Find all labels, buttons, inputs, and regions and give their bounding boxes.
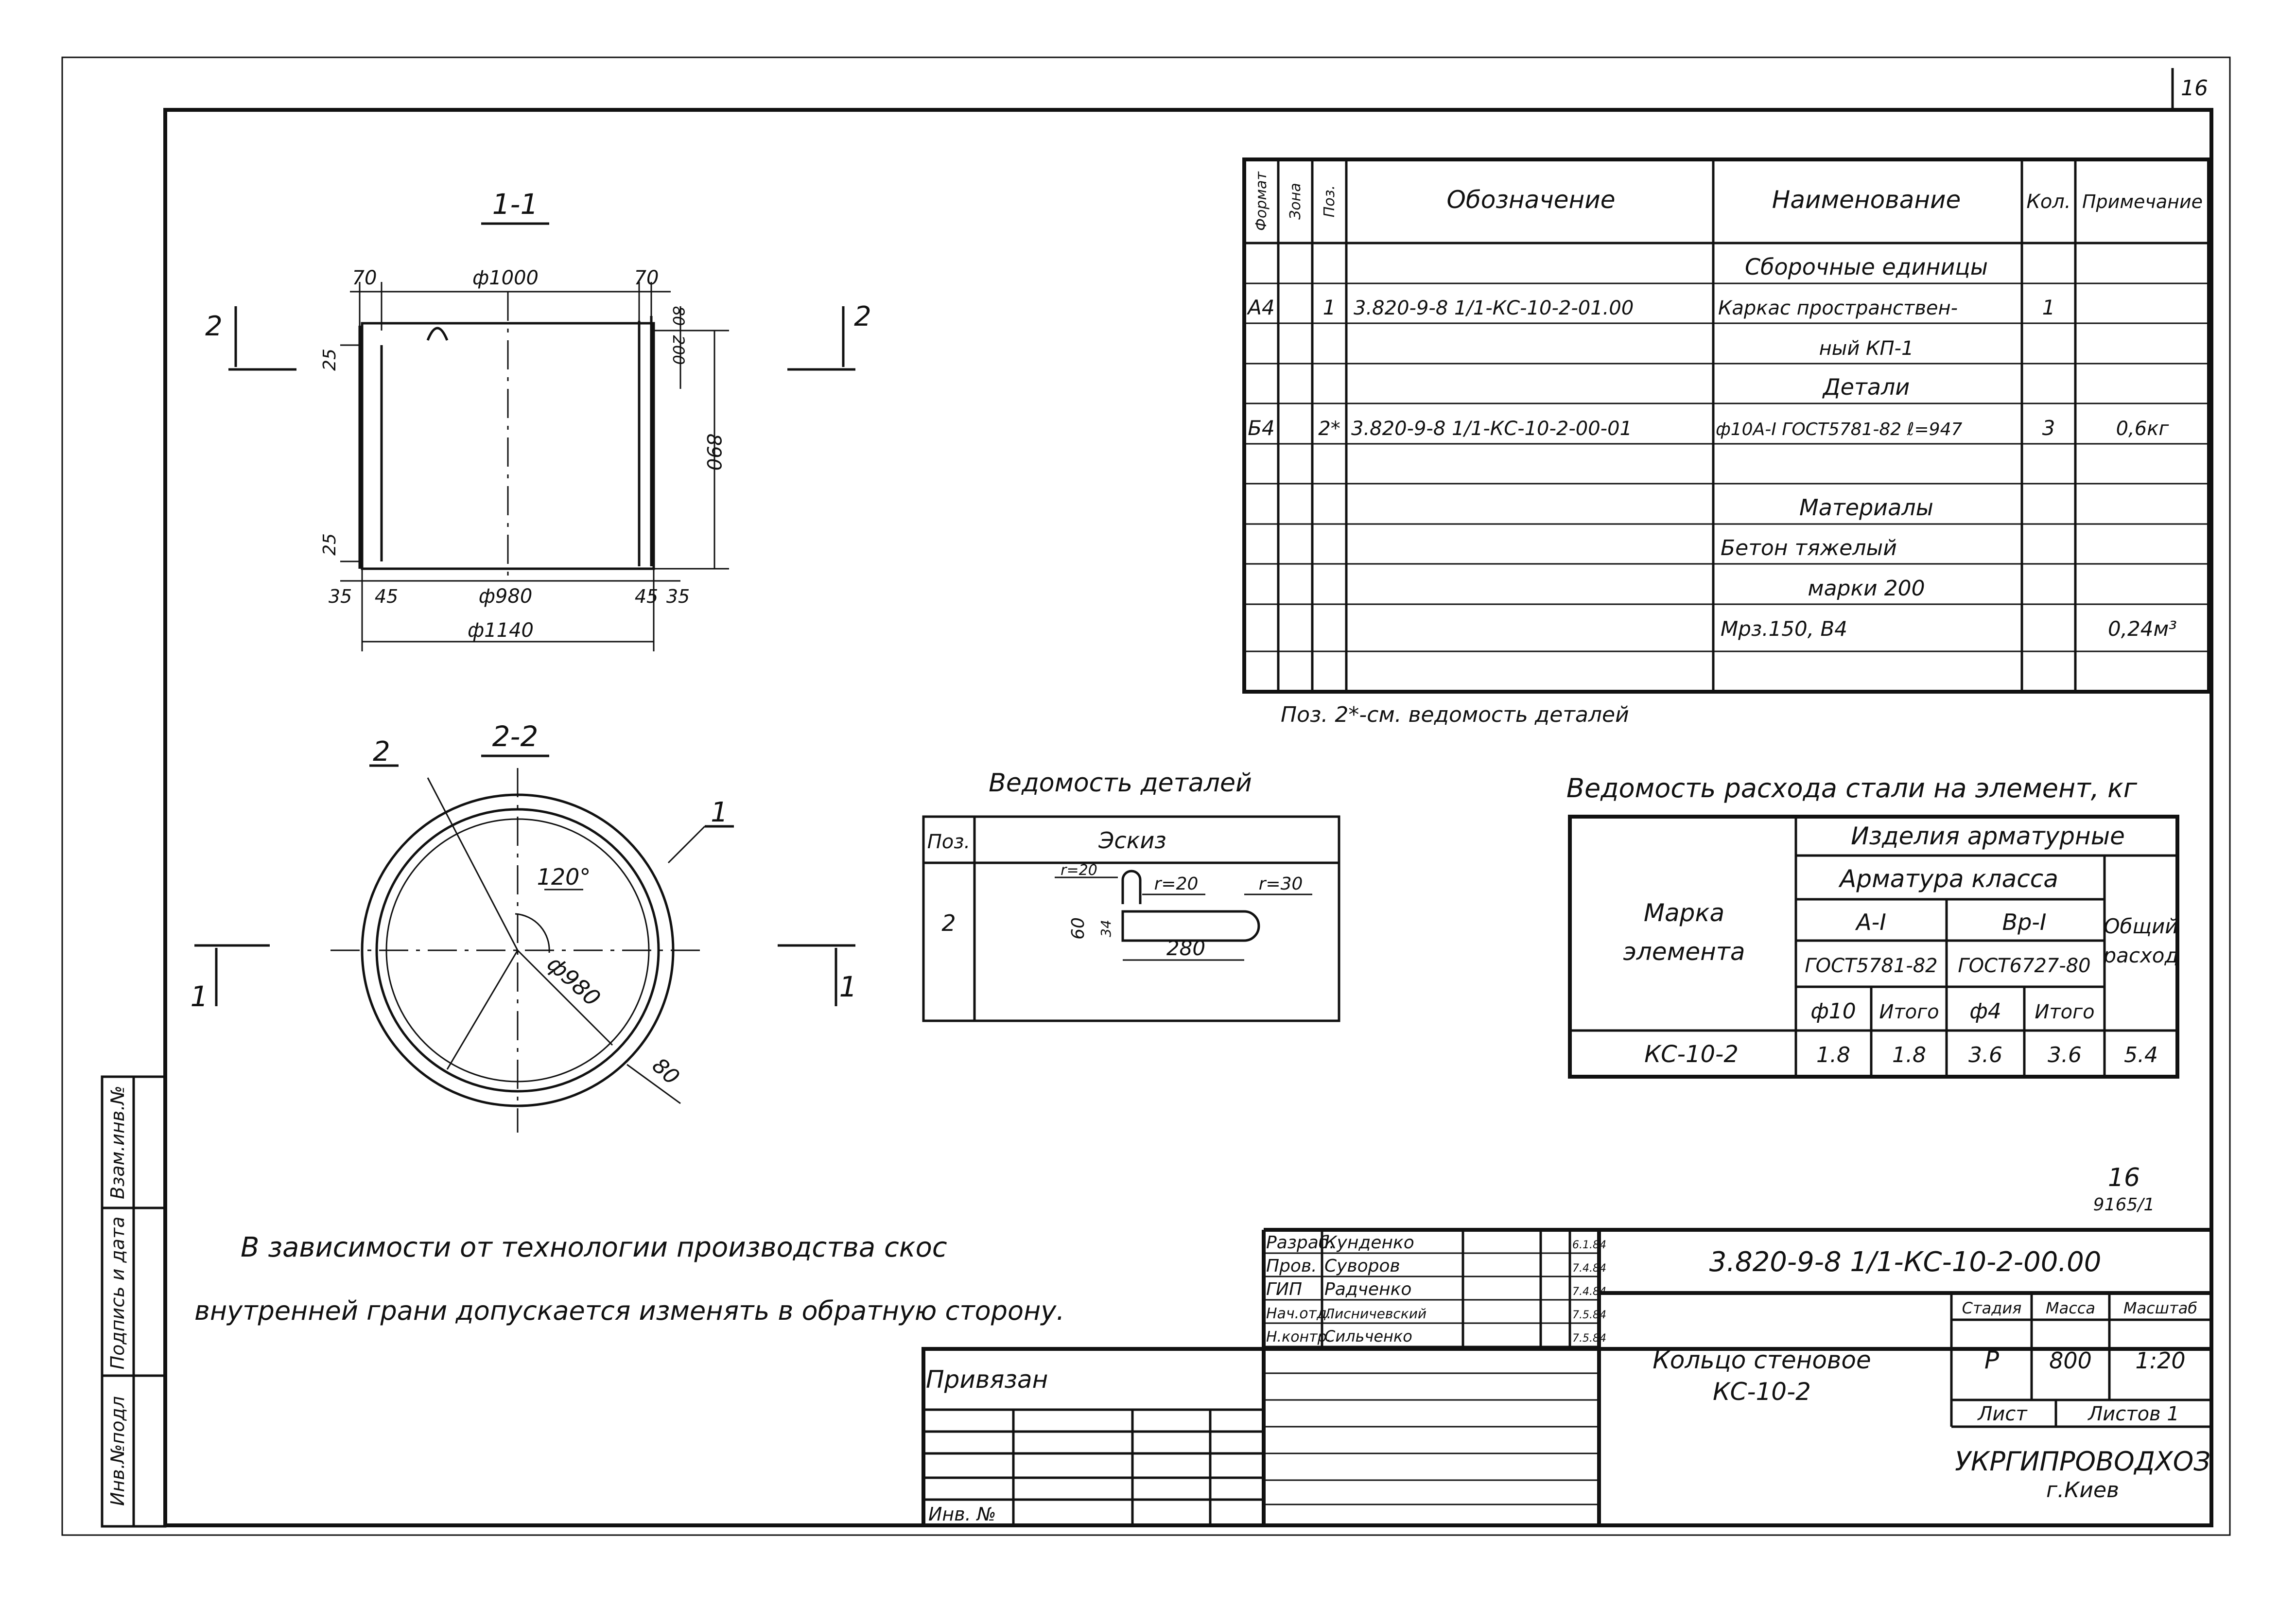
steel-d4: ф4 <box>1969 999 2001 1024</box>
steel-gost-a: ГОСТ5781-82 <box>1805 955 1938 977</box>
r20-b: r=20 <box>1154 874 1199 894</box>
spec-row-3-name: Детали <box>1823 374 1910 400</box>
dim-top-left: 70 <box>352 267 377 289</box>
stamp-inv: Инв.№подл <box>107 1396 128 1506</box>
d60: 60 <box>1068 917 1088 940</box>
dim-bot-35-left: 35 <box>328 586 352 607</box>
tb-date-4: 7.5.84 <box>1572 1332 1606 1345</box>
sheet-number: 16 <box>2181 76 2208 101</box>
steel-row-total: 5.4 <box>2124 1043 2158 1067</box>
details-title: Ведомость деталей <box>989 769 1252 798</box>
steel-row-mark: КС-10-2 <box>1644 1041 1739 1068</box>
steel-mark-label-2: элемента <box>1623 938 1745 966</box>
hdr-name: Наименование <box>1772 186 1961 214</box>
dim-bot-45-left: 45 <box>374 586 399 607</box>
dim-bot-diam: ф980 <box>478 585 533 608</box>
dim-bot-45-right: 45 <box>634 586 659 607</box>
tb-name-2: Радченко <box>1324 1279 1412 1299</box>
dim-height: 890 <box>702 433 725 471</box>
steel-total-label-2: расход <box>2103 944 2179 967</box>
tb-name-4: Сильченко <box>1324 1327 1412 1346</box>
hdr-designation: Обозначение <box>1446 186 1616 214</box>
dim-80: 80 <box>669 306 688 326</box>
section-1-1-title: 1-1 <box>492 188 539 221</box>
cut-2-right: 2 <box>854 301 871 332</box>
spec-table <box>1244 159 2209 727</box>
dim-left-25-bot: 25 <box>320 533 340 556</box>
stamp-sign: Подпись и дата <box>107 1216 128 1370</box>
steel-gost-b: ГОСТ6727-80 <box>1958 955 2091 977</box>
tb-inv-no: Инв. № <box>928 1503 996 1525</box>
tb-date-1: 7.4.84 <box>1572 1262 1606 1275</box>
tb-mass: 800 <box>2049 1347 2092 1374</box>
hdr-qty: Кол. <box>2026 191 2071 213</box>
spec-row-4-name: ф10А-I ГОСТ5781-82 ℓ=947 <box>1716 419 1963 439</box>
steel-sum-a: Итого <box>1879 1001 1939 1023</box>
tb-name-0: Кунденко <box>1324 1233 1414 1253</box>
cut-1-left: 1 <box>190 980 209 1013</box>
spec-row-9-name: Мрз.150, В4 <box>1721 617 1847 641</box>
spec-row-7-name: Бетон тяжелый <box>1721 536 1897 560</box>
steel-row-v4: 3.6 <box>2048 1043 2082 1067</box>
tb-code: 3.820-9-8 1/1-КС-10-2-00.00 <box>1709 1246 2102 1278</box>
tb-date-0: 6.1.84 <box>1572 1239 1606 1251</box>
dim-top-diam: ф1000 <box>472 267 539 289</box>
title-block <box>923 1230 2211 1525</box>
tb-scale-label: Масштаб <box>2123 1299 2198 1317</box>
dim-left-25-top: 25 <box>320 349 340 371</box>
spec-row-1-name: Каркас пространствен- <box>1718 297 1958 319</box>
note-line-2: внутренней грани допускается изменять в обратную сторону. <box>194 1295 1065 1326</box>
spec-row-4-fmt: Б4 <box>1248 416 1275 440</box>
dim-80-ring: 80 <box>647 1053 684 1090</box>
dim-outer-diam: ф1140 <box>468 619 534 642</box>
spec-row-0-name: Сборочные единицы <box>1744 254 1988 280</box>
note-number: 9165/1 <box>2093 1195 2155 1215</box>
steel-cls-a: А-I <box>1856 909 1886 935</box>
spec-row-4-des: 3.820-9-8 1/1-КС-10-2-00-01 <box>1351 418 1633 440</box>
steel-mark-label-1: Марка <box>1643 899 1725 927</box>
section-1-1 <box>205 188 871 651</box>
dim-top-right: 70 <box>634 267 659 289</box>
steel-d10: ф10 <box>1810 999 1856 1024</box>
spec-row-1-des: 3.820-9-8 1/1-КС-10-2-01.00 <box>1354 297 1634 319</box>
tb-name-1: Суворов <box>1324 1256 1400 1276</box>
details-table <box>923 769 1339 1021</box>
r30: r=30 <box>1258 874 1303 894</box>
spec-row-4-pos: 2* <box>1318 418 1340 440</box>
hdr-note: Примечание <box>2082 191 2203 212</box>
tb-role-2: ГИП <box>1266 1279 1303 1299</box>
section-2-2-title: 2-2 <box>492 720 539 753</box>
r20-a: r=20 <box>1061 862 1097 879</box>
spec-row-4-qty: 3 <box>2042 416 2055 440</box>
steel-row-v1: 1.8 <box>1816 1043 1850 1067</box>
diam-980: ф980 <box>542 950 606 1012</box>
steel-class: Арматура класса <box>1840 865 2058 893</box>
cut-1-right: 1 <box>839 970 857 1003</box>
steel-table <box>1566 773 2179 1077</box>
section-2-2 <box>191 720 857 1133</box>
steel-title: Ведомость расхода стали на элемент, кг <box>1566 773 2138 804</box>
spec-row-1-fmt: А4 <box>1248 296 1275 319</box>
tb-org: УКРГИПРОВОДХОЗ <box>1955 1446 2210 1477</box>
spec-row-9-note: 0,24м³ <box>2107 617 2177 641</box>
d34: 34 <box>1098 920 1114 937</box>
tb-privyazan: Привязан <box>926 1365 1048 1394</box>
tb-role-4: Н.контр. <box>1266 1328 1332 1346</box>
steel-row-v2: 1.8 <box>1892 1043 1926 1067</box>
cut-2-left: 2 <box>205 311 223 342</box>
tb-scale: 1:20 <box>2135 1347 2186 1374</box>
details-col-pos: Поз. <box>927 831 971 853</box>
tb-stage-label: Стадия <box>1962 1299 2022 1317</box>
steel-products: Изделия арматурные <box>1851 822 2125 850</box>
tb-item-name-1: Кольцо стеновое <box>1652 1346 1871 1374</box>
side-stamp <box>102 1077 165 1526</box>
spec-row-1-qty: 1 <box>2042 296 2055 319</box>
hdr-format: Формат <box>1253 172 1270 231</box>
spec-row-8-name: марки 200 <box>1808 576 1925 601</box>
spec-footnote: Поз. 2*-см. ведомость деталей <box>1281 702 1629 727</box>
steel-sum-b: Итого <box>2035 1001 2095 1023</box>
spec-row-6-name: Материалы <box>1799 494 1933 521</box>
tb-date-3: 7.5.84 <box>1572 1309 1606 1321</box>
tb-sheet-label: Лист <box>1978 1403 2027 1425</box>
steel-total-label-1: Общий <box>2104 914 2178 938</box>
dim-200: 200 <box>669 335 688 365</box>
sheet-number-2: 16 <box>2107 1163 2140 1192</box>
angle-120: 120° <box>537 864 591 890</box>
hdr-zone: Зона <box>1287 183 1304 220</box>
spec-row-4-note: 0,6кг <box>2116 418 2169 440</box>
hdr-pos: Поз. <box>1321 185 1338 218</box>
note-line-1: В зависимости от технологии производства скос <box>241 1232 947 1263</box>
spec-row-2-name: ный КП-1 <box>1819 337 1914 360</box>
tb-item-name-2: КС-10-2 <box>1713 1378 1811 1406</box>
tb-name-3: Лисничевский <box>1324 1306 1427 1322</box>
dim-bot-35-right: 35 <box>666 586 690 607</box>
stamp-replace: Взам.инв.№ <box>107 1085 128 1199</box>
tb-stage: Р <box>1984 1346 2000 1374</box>
tb-sheets-label: Листов 1 <box>2088 1403 2179 1425</box>
spec-row-1-pos: 1 <box>1322 296 1336 319</box>
tb-mass-label: Масса <box>2045 1299 2096 1317</box>
callout-1: 1 <box>711 797 728 828</box>
steel-cls-b: Вр-I <box>2002 909 2047 935</box>
steel-row-v3: 3.6 <box>1968 1043 2002 1067</box>
details-col-sketch: Эскиз <box>1098 827 1166 854</box>
tb-role-1: Пров. <box>1266 1256 1317 1276</box>
d280: 280 <box>1166 936 1206 960</box>
tb-role-3: Нач.отд. <box>1266 1305 1332 1322</box>
tb-role-0: Разраб. <box>1266 1233 1335 1253</box>
tb-city: г.Киев <box>2046 1478 2119 1503</box>
callout-2: 2 <box>373 736 390 768</box>
details-row-pos: 2 <box>941 910 956 936</box>
tb-date-2: 7.4.84 <box>1572 1286 1606 1298</box>
